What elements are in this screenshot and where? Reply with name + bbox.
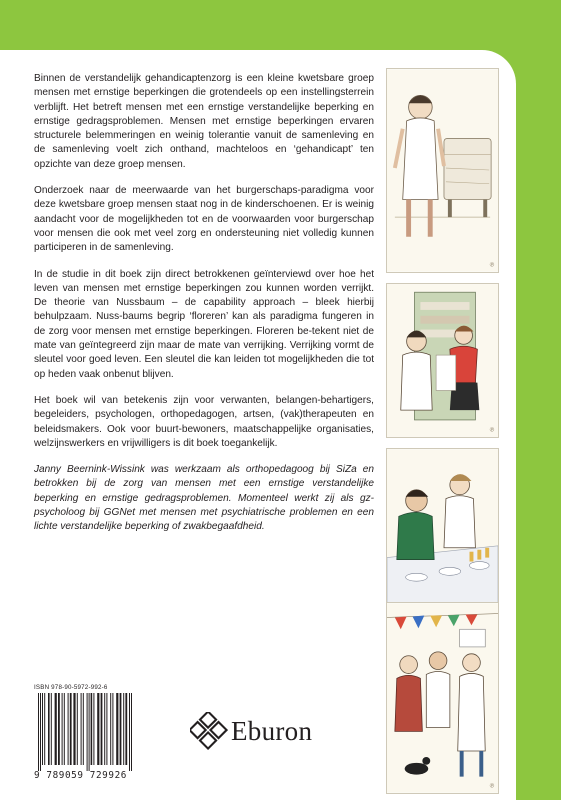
barcode-bar (40, 693, 41, 771)
barcode-bars (34, 693, 162, 771)
barcode-bar (38, 693, 39, 771)
isbn-barcode (34, 684, 162, 784)
barcode-bar (77, 693, 78, 765)
group-gathering-illustration (386, 602, 499, 794)
barcode-bar (120, 693, 122, 765)
barcode-bar (116, 693, 118, 765)
barcode-bar (87, 693, 88, 771)
barcode-bar (89, 693, 90, 771)
publisher-name: Eburon (231, 715, 313, 746)
paragraph-2: Onderzoek naar de meerwaarde van het burgerschaps-paradigma voor deze kwetsbare groep mensen staat nog in de kinderschoenen. Er is weinig aandacht voor de mogelijkheden tot en de voorwaarden voor burgerschap voor mensen die ook met veel zorg en ondersteuning niet volledig kunnen participeren in de samenleving. (34, 185, 374, 254)
barcode-bar (42, 693, 43, 765)
barcode-bar (101, 693, 103, 765)
back-cover-page (0, 50, 516, 800)
barcode-bar (97, 693, 99, 765)
svg-text:℗: ℗ (489, 427, 496, 434)
barcode-bar (123, 693, 124, 765)
eburon-logo-icon (190, 712, 228, 750)
paragraph-1: Binnen de verstandelijk gehandicaptenzorg is een kleine kwetsbare groep mensen met ernstige beperkingen die grotendeels op een instellingsterrein verblijft. Het betreft mensen met een ernstige verstandelijke beperking en ernstige gedragsproblemen. Mensen met ernstige beperkingen ervaren structurele belemmeringen en weinig tolerantie vanuit de samenleving en de samenleving voelt zich onthand, machteloos en ‘gehandicapt’ ten opzichte van deze groep mensen. (34, 73, 374, 170)
barcode-bar (106, 693, 107, 765)
barcode-bar (93, 693, 94, 765)
barcode-bar (125, 693, 127, 765)
barcode-bar (64, 693, 65, 765)
barcode-bar (48, 693, 50, 765)
barcode-bar (81, 693, 82, 765)
barcode-bar (51, 693, 52, 765)
svg-text:℗: ℗ (489, 783, 496, 790)
paragraph-3: In de studie in dit boek zijn direct betrokkenen geïnterviewd over hoe het leven van mensen met ernstige beperkingen zou kunnen worden verrijkt. De theorie van Nussbaum – de capability approach – bleek hierbij behulpzaam. Nuss-baums begrip ‘floreren’ kan als paradigma fungeren in de zorg voor mensen met ernstige beperkingen. Floreren be-tekent niet de mate van geïntegreerd zijn maar de mate van verrijking. Verrijking vormt de sleutel voor goed leven. Een sleutel die kan leiden tot mogelijkheden die tot op heden vaak onbenut blijven. (34, 268, 374, 380)
paragraph-4: Het boek wil van betekenis zijn voor verwanten, belangen-behartigers, begeleiders, psychologen, orthopedagogen, artsen, (vak)therapeuten en beleidsmakers. Ook voor buurt-bewoners, maatschappelijke organisaties, welzijnswerkers en vrijwilligers is dit boek toegankelijk. (34, 394, 374, 449)
barcode-bar (112, 693, 113, 765)
barcode-bar (70, 693, 72, 765)
author-bio: Janny Beernink-Wissink was werkzaam als orthopedagoog bij SiZa en betrokken bij de zorg van mensen met een ernstige verstandelijke beperking en ernstige gedragsproblemen. Momenteel werkt zij als gz-psycholoog bij GGNet met mensen met psychiatrische problemen en een lichte verstandelijke beperking of zwakbegaafdheid. (34, 464, 374, 533)
barcode-bar (62, 693, 63, 765)
barcode-bar (58, 693, 60, 765)
barcode-bar (55, 693, 57, 765)
blurb-text (34, 72, 374, 547)
barcode-bar (68, 693, 69, 765)
barcode-bar (44, 693, 45, 765)
barcode-bar (104, 693, 105, 765)
barcode-bar (110, 693, 111, 765)
barcode-bar (129, 693, 130, 771)
woman-by-bed-illustration (386, 68, 499, 273)
table-setting-illustration (386, 448, 499, 623)
barcode-bar (91, 693, 93, 765)
barcode-number: 9 789059 729926 (34, 770, 127, 781)
barcode-bar (83, 693, 84, 765)
caregivers-at-closet-illustration (386, 283, 499, 438)
barcode-bar (131, 693, 132, 771)
svg-text:℗: ℗ (489, 262, 496, 269)
publisher-logo (190, 708, 330, 754)
barcode-bar (73, 693, 75, 765)
isbn-label: ISBN 978-90-5972-992-6 (34, 684, 108, 691)
